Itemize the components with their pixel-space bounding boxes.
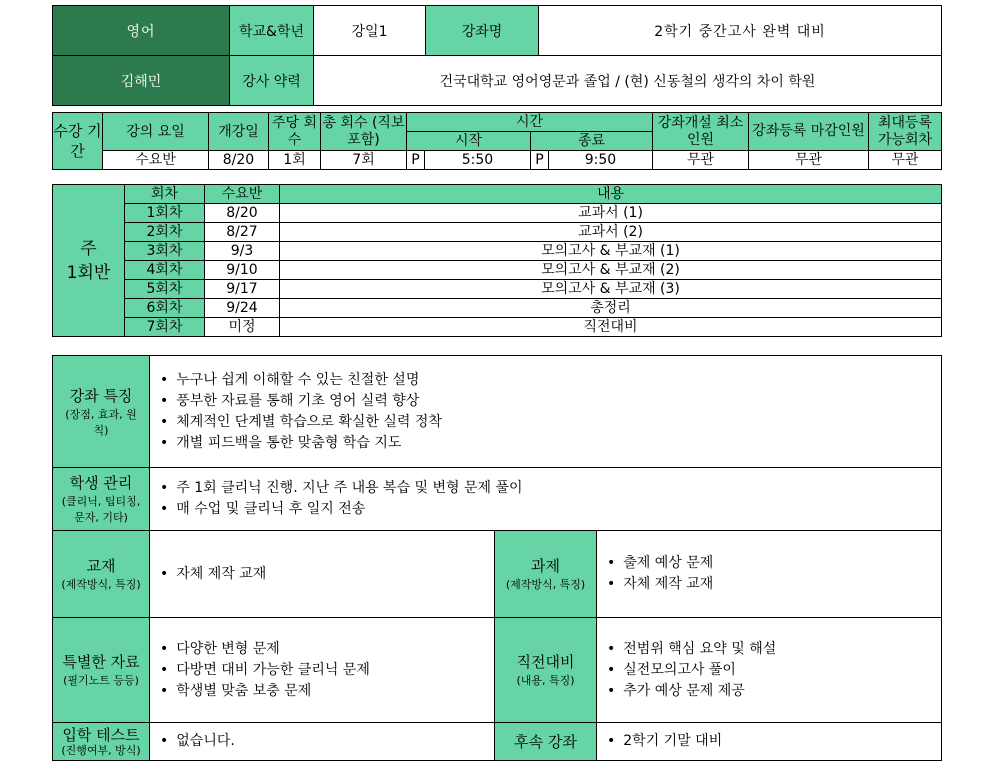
features-content bbox=[150, 356, 942, 468]
row-start-time: 5:50 bbox=[425, 151, 531, 170]
entrance-content bbox=[150, 723, 495, 761]
final-prep-item: • 전범위 핵심 요약 및 해설 bbox=[607, 639, 941, 660]
session-side-label-1: 주 bbox=[80, 238, 97, 259]
teacher-name: 김해민 bbox=[53, 56, 230, 106]
session-number: 7회차 bbox=[125, 318, 205, 337]
textbook-label-cell bbox=[53, 531, 150, 618]
col-session: 회차 bbox=[125, 185, 205, 204]
row-end-ampm: P bbox=[531, 151, 549, 170]
session-date: 8/27 bbox=[205, 223, 280, 242]
course-title: 2학기 중간고사 완벽 대비 bbox=[539, 6, 942, 56]
features-item: • 개별 피드백을 통한 맞춤형 학습 지도 bbox=[160, 433, 941, 454]
final-prep-sub: (내용, 특징) bbox=[516, 674, 575, 687]
col-deadline: 강좌등록 마감인원 bbox=[749, 113, 869, 151]
col-total: 총 회수 (직보포함) bbox=[321, 113, 407, 151]
col-max: 최대등록 가능회차 bbox=[869, 113, 942, 151]
period-label: 수강 기간 bbox=[53, 113, 103, 170]
session-row bbox=[53, 223, 942, 242]
row-end-time: 9:50 bbox=[549, 151, 653, 170]
col-time: 시간 bbox=[407, 113, 653, 132]
entrance-sub: (진행여부, 방식) bbox=[61, 743, 141, 757]
session-number: 6회차 bbox=[125, 299, 205, 318]
special-item: • 다방면 대비 가능한 클리닉 문제 bbox=[160, 660, 494, 681]
homework-content bbox=[597, 531, 942, 618]
session-number: 5회차 bbox=[125, 280, 205, 299]
course-label: 강좌명 bbox=[426, 6, 539, 56]
session-row bbox=[53, 318, 942, 337]
homework-item: • 자체 제작 교재 bbox=[607, 574, 941, 595]
row-day: 수요반 bbox=[103, 151, 209, 170]
final-prep-content bbox=[597, 618, 942, 723]
row-max: 무관 bbox=[869, 151, 942, 170]
session-row bbox=[53, 261, 942, 280]
session-number: 4회차 bbox=[125, 261, 205, 280]
session-number: 3회차 bbox=[125, 242, 205, 261]
subject-title: 영어 bbox=[53, 6, 230, 56]
row-deadline: 무관 bbox=[749, 151, 869, 170]
session-content: 교과서 (2) bbox=[280, 223, 942, 242]
special-label-cell bbox=[53, 618, 150, 723]
textbook-content bbox=[150, 531, 495, 618]
session-date: 9/17 bbox=[205, 280, 280, 299]
bio-value: 건국대학교 영어영문과 졸업 / (현) 신동철의 생각의 차이 학원 bbox=[314, 56, 942, 106]
management-label: 학생 관리 bbox=[69, 474, 133, 492]
schedule-table bbox=[52, 112, 942, 170]
col-weekly: 주당 회수 bbox=[269, 113, 321, 151]
management-item: • 매 수업 및 클리닉 후 일지 전송 bbox=[160, 499, 941, 520]
session-content: 모의고사 & 부교재 (3) bbox=[280, 280, 942, 299]
homework-label-cell bbox=[495, 531, 597, 618]
col-content: 내용 bbox=[280, 185, 942, 204]
session-date: 8/20 bbox=[205, 204, 280, 223]
textbook-sub: (제작방식, 특징) bbox=[61, 578, 141, 591]
session-row bbox=[53, 299, 942, 318]
row-start-ampm: P bbox=[407, 151, 425, 170]
row-total: 7회 bbox=[321, 151, 407, 170]
final-prep-item: • 실전모의고사 풀이 bbox=[607, 660, 941, 681]
col-start-date: 개강일 bbox=[209, 113, 269, 151]
special-item: • 학생별 맞춤 보충 문제 bbox=[160, 681, 494, 702]
features-sub: (장점, 효과, 원칙) bbox=[65, 407, 137, 437]
col-day: 강의 요일 bbox=[103, 113, 209, 151]
management-label-cell bbox=[53, 468, 150, 531]
management-item: • 주 1회 클리닉 진행. 지난 주 내용 복습 및 변형 문제 풀이 bbox=[160, 478, 941, 499]
session-date: 9/3 bbox=[205, 242, 280, 261]
session-number: 1회차 bbox=[125, 204, 205, 223]
special-item: • 다양한 변형 문제 bbox=[160, 639, 494, 660]
followup-content bbox=[597, 723, 942, 761]
school-grade-label: 학교&학년 bbox=[230, 6, 314, 56]
session-date: 9/24 bbox=[205, 299, 280, 318]
sessions-table bbox=[52, 184, 942, 337]
session-content: 총정리 bbox=[280, 299, 942, 318]
features-item: • 누구나 쉽게 이해할 수 있는 친절한 설명 bbox=[160, 370, 941, 391]
textbook-label: 교재 bbox=[86, 557, 116, 575]
entrance-label-cell bbox=[53, 723, 150, 761]
followup-item: • 2학기 기말 대비 bbox=[607, 731, 941, 752]
school-grade-value: 강일1 bbox=[314, 6, 426, 56]
session-row bbox=[53, 280, 942, 299]
homework-label: 과제 bbox=[531, 557, 560, 575]
management-content bbox=[150, 468, 942, 531]
session-side-label-2: 1회반 bbox=[66, 262, 111, 283]
col-min: 강좌개설 최소인원 bbox=[653, 113, 749, 151]
session-number: 2회차 bbox=[125, 223, 205, 242]
features-label-cell bbox=[53, 356, 150, 468]
entrance-label: 입학 테스트 bbox=[62, 725, 140, 744]
features-label: 강좌 특징 bbox=[69, 386, 133, 405]
followup-label: 후속 강좌 bbox=[514, 732, 577, 751]
special-content bbox=[150, 618, 495, 723]
final-prep-label-cell bbox=[495, 618, 597, 723]
features-item: • 체계적인 단계별 학습으로 확실한 실력 정착 bbox=[160, 412, 941, 433]
row-weekly: 1회 bbox=[269, 151, 321, 170]
features-item: • 풍부한 자료를 통해 기초 영어 실력 향상 bbox=[160, 391, 941, 412]
bio-label: 강사 약력 bbox=[230, 56, 314, 106]
row-start-date: 8/20 bbox=[209, 151, 269, 170]
session-date: 9/10 bbox=[205, 261, 280, 280]
row-min: 무관 bbox=[653, 151, 749, 170]
session-content: 모의고사 & 부교재 (2) bbox=[280, 261, 942, 280]
special-sub: (필기노트 등등) bbox=[63, 674, 139, 687]
textbook-item: • 자체 제작 교재 bbox=[160, 564, 494, 585]
details-table bbox=[52, 355, 942, 761]
session-content: 모의고사 & 부교재 (1) bbox=[280, 242, 942, 261]
management-sub: (클리닉, 팁티칭, 문자, 기타) bbox=[61, 495, 141, 524]
session-date: 미정 bbox=[205, 318, 280, 337]
session-content: 직전대비 bbox=[280, 318, 942, 337]
session-row bbox=[53, 204, 942, 223]
entrance-item: • 없습니다. bbox=[160, 731, 494, 752]
session-content: 교과서 (1) bbox=[280, 204, 942, 223]
col-time-end: 종료 bbox=[531, 132, 653, 151]
homework-item: • 출제 예상 문제 bbox=[607, 553, 941, 574]
header-table bbox=[52, 5, 942, 106]
homework-sub: (제작방식, 특징) bbox=[505, 578, 586, 591]
followup-label-cell bbox=[495, 723, 597, 761]
final-prep-label: 직전대비 bbox=[516, 653, 575, 671]
col-time-start: 시작 bbox=[407, 132, 531, 151]
session-side-label bbox=[53, 185, 125, 337]
special-label: 특별한 자료 bbox=[62, 653, 140, 671]
col-class: 수요반 bbox=[205, 185, 280, 204]
final-prep-item: • 추가 예상 문제 제공 bbox=[607, 681, 941, 702]
session-row bbox=[53, 242, 942, 261]
